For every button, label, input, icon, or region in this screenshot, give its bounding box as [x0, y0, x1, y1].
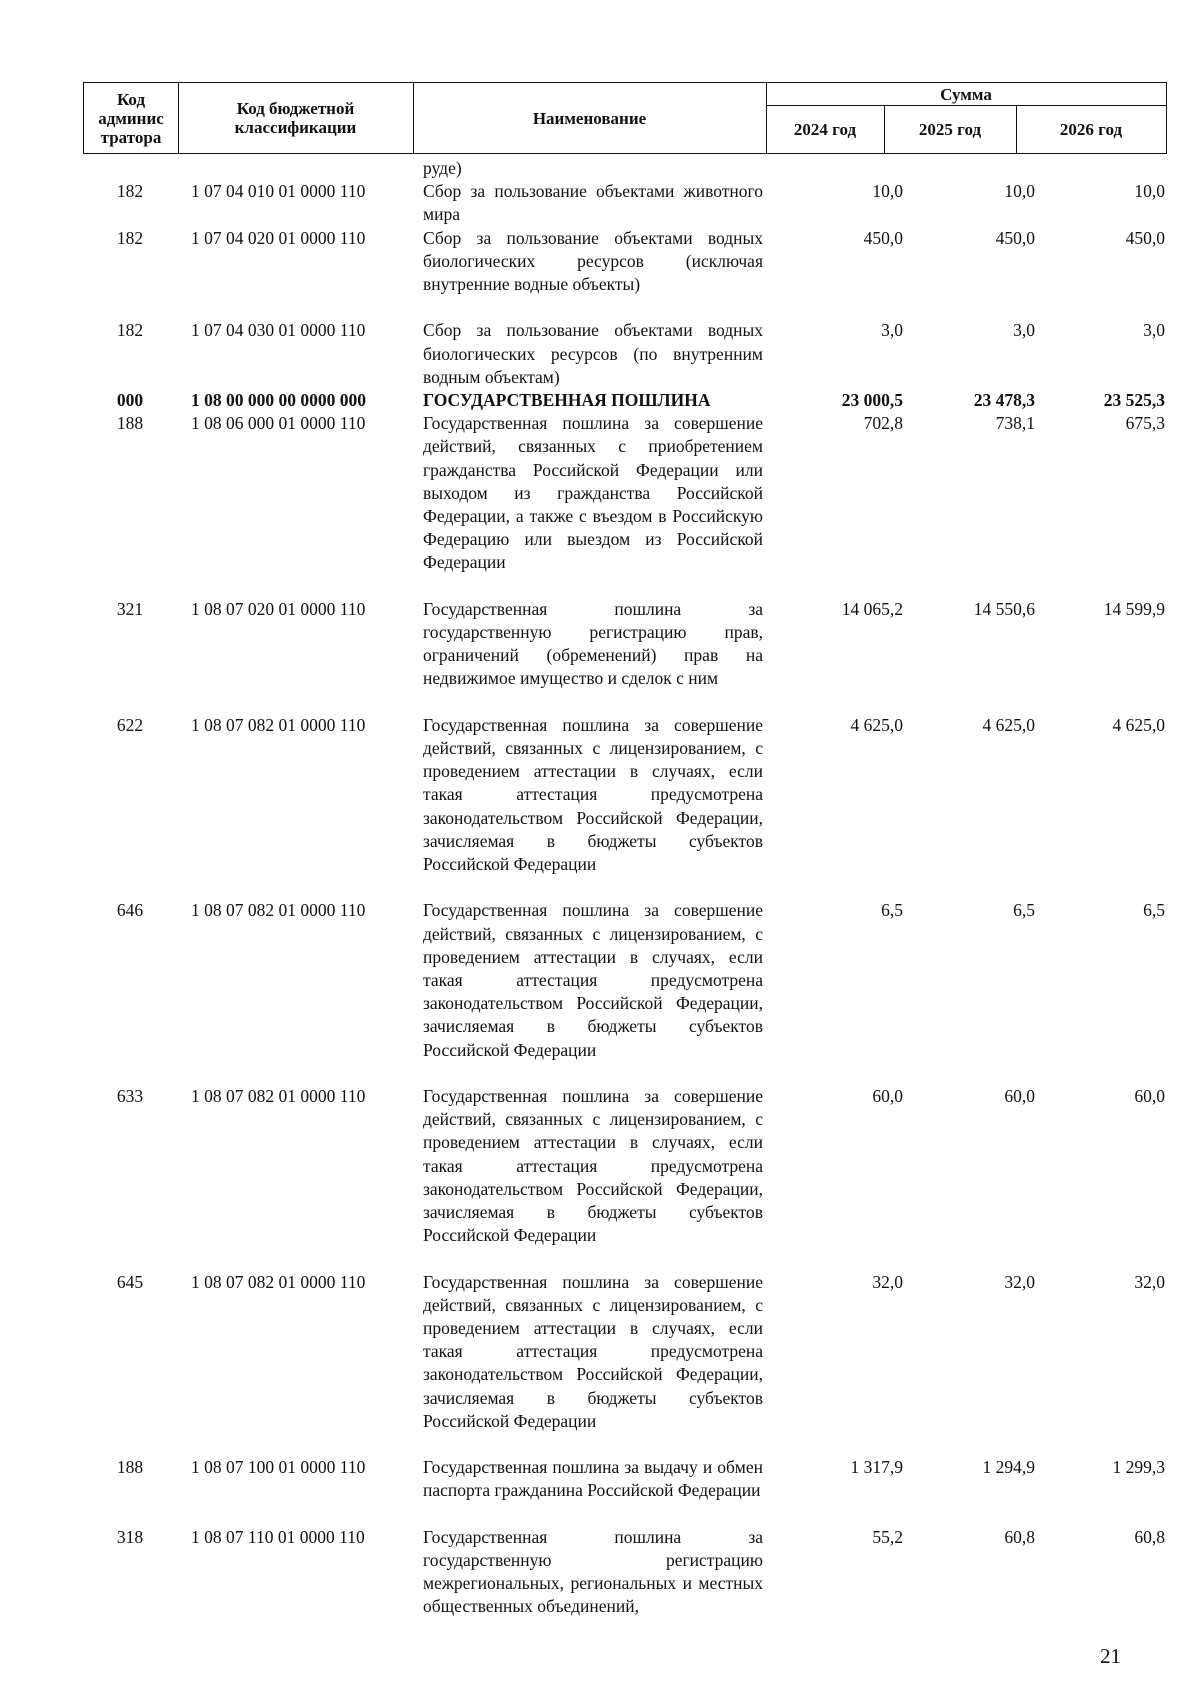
budget-code-cell: 1 07 04 030 01 0000 110 [191, 320, 366, 341]
amount-2024-cell: 23 000,5 [841, 389, 903, 410]
amount-2025-cell: 6,5 [1013, 900, 1035, 921]
name-cell: Государственная пошлина за совершение действий, связанных с лицензированием, с проведением аттестации в случаях, если такая аттестация предусмотрена законодательством Российской Федерации, зачисляемая в бюджеты субъектов Российской Федерации [423, 1085, 763, 1246]
amount-2025-cell: 60,8 [1004, 1526, 1035, 1547]
budget-code-cell: 1 08 07 082 01 0000 110 [191, 900, 366, 921]
table-header [83, 82, 1167, 154]
budget-code-cell: 1 08 00 000 00 0000 000 [191, 389, 366, 410]
table-row [83, 157, 1167, 180]
name-cell: Государственная пошлина за совершение действий, связанных с приобретением гражданства Российской Федерации или выходом из гражданства Российской Федерации, а также с въездом в Российскую Федерацию или выездом из Российской Федерации [423, 413, 763, 573]
amount-2026-cell: 60,8 [1134, 1526, 1165, 1547]
table-row [83, 389, 1167, 412]
amount-2024-cell: 6,5 [881, 900, 903, 921]
budget-code-cell: 1 07 04 020 01 0000 110 [191, 227, 366, 248]
budget-code-cell: 1 08 07 082 01 0000 110 [191, 714, 366, 735]
amount-2024-cell: 60,0 [872, 1085, 903, 1106]
budget-code-cell: 1 08 07 082 01 0000 110 [191, 1271, 366, 1292]
budget-code-cell: 1 08 07 082 01 0000 110 [191, 1085, 366, 1106]
table-row [83, 598, 1167, 714]
amount-2026-cell: 10,0 [1134, 181, 1165, 202]
name-cell: руде) [423, 158, 462, 178]
name-cell: Государственная пошлина за совершение действий, связанных с лицензированием, с проведением аттестации в случаях, если такая аттестация предусмотрена законодательством Российской Федерации, зачисляемая в бюджеты субъектов Российской Федерации [423, 1271, 763, 1431]
header-name: Наименование [532, 108, 647, 128]
amount-2024-cell: 450,0 [863, 227, 903, 248]
amount-2025-cell: 14 550,6 [973, 598, 1035, 619]
budget-code-cell: 1 08 07 020 01 0000 110 [191, 598, 366, 619]
amount-2024-cell: 32,0 [872, 1271, 903, 1292]
table-row [83, 1526, 1167, 1619]
amount-2026-cell: 23 525,3 [1103, 389, 1165, 410]
admin-code-cell: 188 [116, 1457, 144, 1478]
budget-code-cell: 1 07 04 010 01 0000 110 [191, 181, 366, 202]
admin-code-cell: 321 [116, 598, 144, 619]
admin-code-cell: 645 [116, 1271, 144, 1292]
table-row [83, 1456, 1167, 1526]
amount-2025-cell: 32,0 [1004, 1271, 1035, 1292]
name-cell: ГОСУДАРСТВЕННАЯ ПОШЛИНА [423, 389, 711, 410]
amount-2025-cell: 60,0 [1004, 1085, 1035, 1106]
amount-2025-cell: 3,0 [1013, 320, 1035, 341]
admin-code-cell: 182 [116, 181, 144, 202]
name-cell: Государственная пошлина за совершение действий, связанных с лицензированием, с проведением аттестации в случаях, если такая аттестация предусмотрена законодательством Российской Федерации, зачисляемая в бюджеты субъектов Российской Федерации [423, 900, 763, 1060]
amount-2026-cell: 60,0 [1134, 1085, 1165, 1106]
admin-code-cell: 646 [116, 900, 144, 921]
admin-code-cell: 622 [116, 714, 144, 735]
table-body [83, 157, 1167, 1619]
amount-2025-cell: 738,1 [995, 413, 1035, 434]
amount-2025-cell: 10,0 [1004, 181, 1035, 202]
admin-code-cell: 182 [116, 320, 144, 341]
page-number: 21 [1100, 1644, 1121, 1668]
admin-code-cell: 000 [116, 389, 144, 410]
amount-2026-cell: 14 599,9 [1103, 598, 1165, 619]
amount-2026-cell: 32,0 [1134, 1271, 1165, 1292]
header-year-2025: 2025 год [918, 119, 982, 139]
amount-2025-cell: 23 478,3 [973, 389, 1035, 410]
header-sum: Сумма [940, 84, 992, 104]
table-row [83, 1271, 1167, 1457]
header-budget-classification: Код бюджетной классификации [234, 99, 357, 137]
table-row [83, 227, 1167, 320]
name-cell: Сбор за пользование объектами животного мира [423, 181, 763, 225]
amount-2026-cell: 6,5 [1143, 900, 1165, 921]
admin-code-cell: 188 [116, 413, 144, 434]
table-row [83, 1085, 1167, 1271]
amount-2024-cell: 10,0 [872, 181, 903, 202]
amount-2024-cell: 4 625,0 [850, 714, 903, 735]
amount-2026-cell: 450,0 [1125, 227, 1165, 248]
amount-2024-cell: 14 065,2 [841, 598, 903, 619]
amount-2024-cell: 1 317,9 [850, 1457, 903, 1478]
name-cell: Сбор за пользование объектами водных биологических ресурсов (по внутренним водным объектам) [423, 320, 763, 387]
table-row [83, 180, 1167, 226]
amount-2026-cell: 4 625,0 [1112, 714, 1165, 735]
amount-2026-cell: 1 299,3 [1112, 1457, 1165, 1478]
budget-code-cell: 1 08 07 100 01 0000 110 [191, 1457, 366, 1478]
amount-2026-cell: 675,3 [1125, 413, 1165, 434]
table-row [83, 714, 1167, 900]
name-cell: Государственная пошлина за государственную регистрацию прав, ограничений (обременений) прав на недвижимое имущество и сделок с ним [423, 598, 763, 689]
amount-2025-cell: 4 625,0 [982, 714, 1035, 735]
amount-2025-cell: 450,0 [995, 227, 1035, 248]
name-cell: Государственная пошлина за совершение действий, связанных с лицензированием, с проведением аттестации в случаях, если такая аттестация предусмотрена законодательством Российской Федерации, зачисляемая в бюджеты субъектов Российской Федерации [423, 714, 763, 874]
table-row [83, 899, 1167, 1085]
header-year-2026: 2026 год [1059, 119, 1123, 139]
amount-2024-cell: 3,0 [881, 320, 903, 341]
name-cell: Государственная пошлина за государственную регистрацию межрегиональных, региональных и местных общественных объединений, [423, 1526, 763, 1617]
name-cell: Государственная пошлина за выдачу и обмен паспорта гражданина Российской Федерации [423, 1457, 763, 1501]
budget-code-cell: 1 08 07 110 01 0000 110 [191, 1526, 365, 1547]
header-admin-code: Код админис тратора [98, 89, 164, 147]
admin-code-cell: 318 [116, 1526, 144, 1547]
admin-code-cell: 633 [116, 1085, 144, 1106]
amount-2026-cell: 3,0 [1143, 320, 1165, 341]
name-cell: Сбор за пользование объектами водных биологических ресурсов (исключая внутренние водные объекты) [423, 227, 763, 294]
table-row [83, 319, 1167, 389]
table-row [83, 412, 1167, 598]
budget-code-cell: 1 08 06 000 01 0000 110 [191, 413, 366, 434]
admin-code-cell: 182 [116, 227, 144, 248]
amount-2024-cell: 702,8 [863, 413, 903, 434]
amount-2025-cell: 1 294,9 [982, 1457, 1035, 1478]
header-year-2024: 2024 год [793, 119, 857, 139]
amount-2024-cell: 55,2 [872, 1526, 903, 1547]
